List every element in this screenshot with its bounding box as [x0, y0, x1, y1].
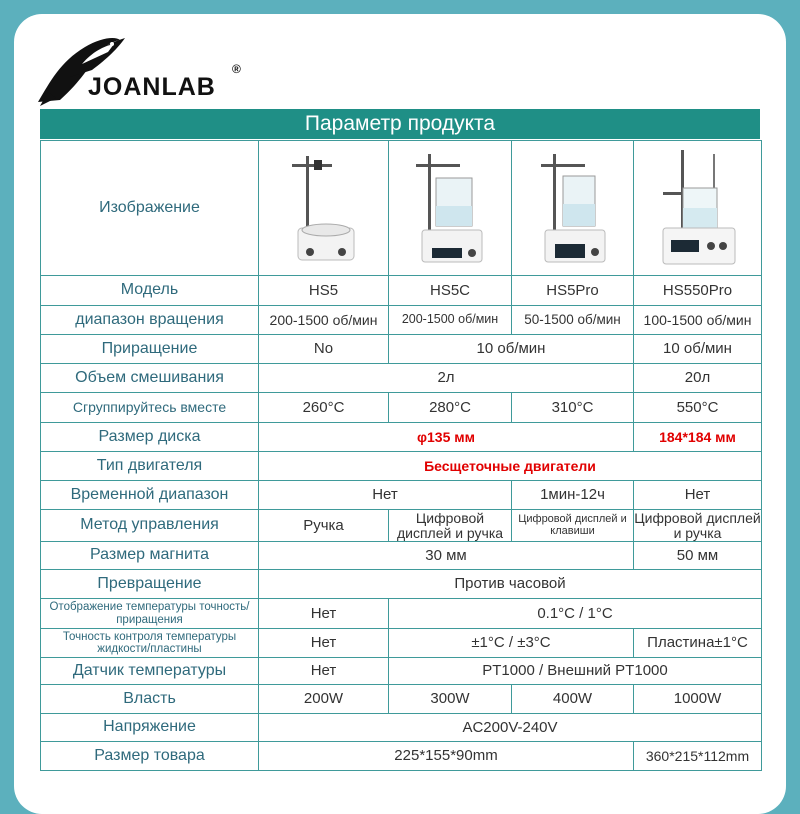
- row-label: Напряжение: [41, 714, 259, 742]
- cell-value: Цифровой дисплей и ручка: [389, 510, 512, 542]
- row-label: Тип двигателя: [41, 452, 259, 481]
- cell-value: 100-1500 об/мин: [634, 306, 762, 335]
- spec-table: [40, 140, 762, 771]
- cell-value: Пластина±1°C: [634, 629, 762, 658]
- row-label: Метод управления: [41, 510, 259, 542]
- row-motor: [41, 452, 762, 481]
- product-image-hs5pro: [512, 141, 634, 276]
- row-rotation: [41, 570, 762, 599]
- row-size: [41, 742, 762, 771]
- product-image-hs5: [259, 141, 389, 276]
- row-model: [41, 276, 762, 306]
- cell-value: 200W: [259, 685, 389, 714]
- cell-value: AC200V-240V: [259, 714, 762, 742]
- cell-value: Нет: [259, 599, 389, 629]
- cell-value: 50-1500 об/мин: [512, 306, 634, 335]
- product-image-hs550pro: [634, 141, 762, 276]
- cell-value: 550°C: [634, 393, 762, 423]
- cell-value: 200-1500 об/мин: [259, 306, 389, 335]
- cell-value: 0.1°C / 1°C: [389, 599, 762, 629]
- cell-value: 280°C: [389, 393, 512, 423]
- product-image-hs5c: [389, 141, 512, 276]
- cell-value: PT1000 / Внешний PT1000: [389, 658, 762, 685]
- cell-value: HS5C: [389, 276, 512, 306]
- row-magnet: [41, 542, 762, 570]
- cell-value: Нет: [259, 658, 389, 685]
- row-label: Превращение: [41, 570, 259, 599]
- cell-value: Бесщеточные двигатели: [259, 452, 762, 481]
- row-speed: [41, 306, 762, 335]
- registered-mark: ®: [232, 62, 241, 76]
- row-label: Приращение: [41, 335, 259, 364]
- row-control: [41, 510, 762, 542]
- row-label: Отображение температуры точность/приращения: [41, 599, 259, 629]
- cell-value: 10 об/мин: [389, 335, 634, 364]
- cell-value: 400W: [512, 685, 634, 714]
- row-increment: [41, 335, 762, 364]
- cell-value: HS5Pro: [512, 276, 634, 306]
- cell-value: HS5: [259, 276, 389, 306]
- cell-value: Против часовой: [259, 570, 762, 599]
- cell-value: 200-1500 об/мин: [389, 306, 512, 335]
- row-heat: [41, 393, 762, 423]
- cell-value: Цифровой дисплей и клавиши: [512, 510, 634, 542]
- cell-value: 20л: [634, 364, 762, 393]
- row-label: Изображение: [41, 141, 259, 276]
- cell-value: 260°C: [259, 393, 389, 423]
- cell-value: 1000W: [634, 685, 762, 714]
- row-label: Размер магнита: [41, 542, 259, 570]
- cell-value: 310°C: [512, 393, 634, 423]
- cell-value: ±1°C / ±3°C: [389, 629, 634, 658]
- row-sensor: [41, 658, 762, 685]
- row-label: Власть: [41, 685, 259, 714]
- row-label: Объем смешивания: [41, 364, 259, 393]
- cell-value: 360*215*112mm: [634, 742, 762, 771]
- row-label: диапазон вращения: [41, 306, 259, 335]
- cell-value: No: [259, 335, 389, 364]
- brand-name: JOANLAB: [88, 73, 216, 101]
- cell-value: 184*184 мм: [634, 423, 762, 452]
- cell-value: Нет: [259, 629, 389, 658]
- cell-value: 2л: [259, 364, 634, 393]
- cell-value: Нет: [259, 481, 512, 510]
- cell-value: Ручка: [259, 510, 389, 542]
- cell-value: φ135 мм: [259, 423, 634, 452]
- row-label: Датчик температуры: [41, 658, 259, 685]
- row-image: [41, 141, 762, 276]
- cell-value: Нет: [634, 481, 762, 510]
- row-power: [41, 685, 762, 714]
- cell-value: Цифровой дисплей и ручка: [634, 509, 761, 541]
- row-label: Размер товара: [41, 742, 259, 771]
- row-temp-control: [41, 629, 762, 658]
- row-voltage: [41, 714, 762, 742]
- cell-value: 1мин-12ч: [512, 481, 634, 510]
- row-temp-display: [41, 599, 762, 629]
- cell-value: 10 об/мин: [634, 335, 762, 364]
- cell-value: 300W: [389, 685, 512, 714]
- row-label: Модель: [41, 276, 259, 306]
- row-label: Точность контроля температуры жидкости/пластины: [41, 629, 259, 658]
- row-label: Временной диапазон: [41, 481, 259, 510]
- row-volume: [41, 364, 762, 393]
- table-title: Параметр продукта: [40, 109, 760, 139]
- cell-value: 50 мм: [634, 542, 762, 570]
- row-label: Размер диска: [41, 423, 259, 452]
- cell-value: 225*155*90mm: [259, 742, 634, 771]
- row-disk: [41, 423, 762, 452]
- row-label: Сгруппируйтесь вместе: [41, 393, 259, 423]
- cell-value: 30 мм: [259, 542, 634, 570]
- cell-value: HS550Pro: [634, 276, 762, 306]
- row-timer: [41, 481, 762, 510]
